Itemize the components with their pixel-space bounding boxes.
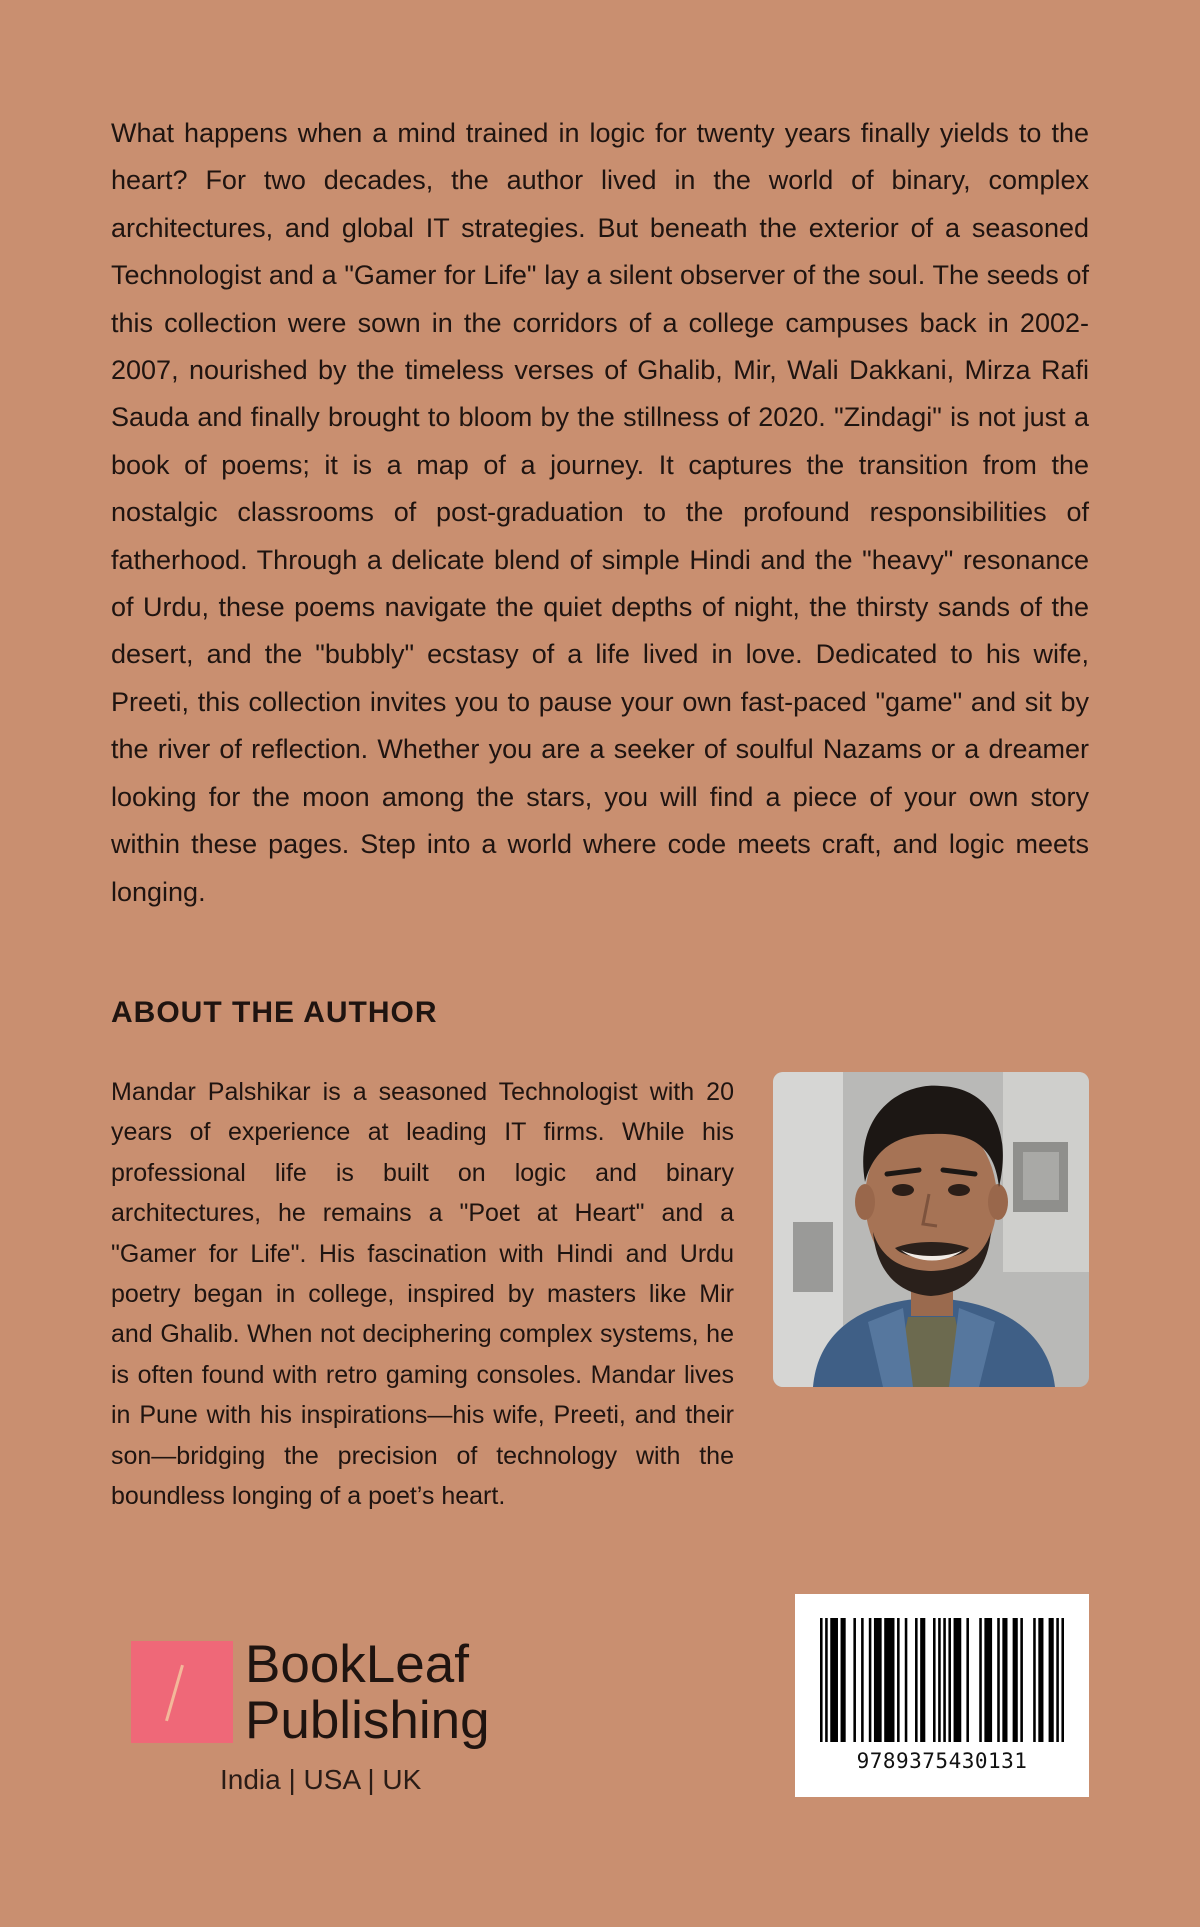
barcode-bar <box>1033 1618 1036 1742</box>
publisher-tagline: India | USA | UK <box>220 1764 422 1795</box>
barcode-bar <box>948 1618 951 1742</box>
barcode-bar <box>905 1618 908 1742</box>
barcode-bar <box>915 1618 918 1742</box>
about-author-heading: ABOUT THE AUTHOR <box>111 996 438 1029</box>
barcode-bar <box>1061 1618 1064 1742</box>
barcode-bar <box>1013 1618 1018 1742</box>
publisher-logo-mark <box>131 1641 233 1743</box>
barcode-bar <box>938 1618 941 1742</box>
barcode-bar <box>943 1618 946 1742</box>
barcode-bar <box>997 1618 1000 1742</box>
back-cover-blurb: What happens when a mind trained in logic for twenty years finally yields to the heart? For two decades, the author lived in the world of binary, complex architectures, and global IT strategies. But beneath the exterior of a seasoned Technologist and a "Gamer for Life" lay a silent observer of the soul. The seeds of this collection were sown in the corridors of a college campuses back in 2002-2007, nourished by the timeless verses of Ghalib, Mir, Wali Dakkani, Mirza Rafi Sauda and finally brought to bloom by the stillness of 2020. "Zindagi" is not just a book of poems; it is a map of a journey. It captures the transition from the nostalgic classrooms of post-graduation to the profound responsibilities of fatherhood. Through a delicate blend of simple Hindi and the "heavy" resonance of Urdu, these poems navigate the quiet depths of night, the thirsty sands of the desert, and the "bubbly" ecstasy of a life lived in love. Dedicated to his wife, Preeti, this collection invites you to pause your own fast-paced "game" and sit by the river of reflection. Whether you are a seeker of soulful Nazams or a dreamer looking for the moon among the stars, you will find a piece of your own story within these pages. Step into a world where code meets craft, and logic meets longing. <box>111 118 1089 907</box>
barcode-bar <box>861 1618 864 1742</box>
barcode-bar <box>897 1618 900 1742</box>
barcode-bar <box>884 1618 894 1742</box>
author-photo <box>773 1072 1089 1387</box>
barcode-bar <box>1020 1618 1023 1742</box>
barcode-bar <box>933 1618 936 1742</box>
barcode-bar <box>979 1618 982 1742</box>
publisher-name-line2: Publishing <box>245 1691 490 1750</box>
barcode-bar <box>853 1618 856 1742</box>
barcode-bar <box>1038 1618 1043 1742</box>
barcode-bar <box>830 1618 838 1742</box>
barcode-bar <box>920 1618 925 1742</box>
barcode-bar <box>1002 1618 1007 1742</box>
barcode-bar <box>1049 1618 1054 1742</box>
barcode-bar <box>984 1618 992 1742</box>
barcode-bar <box>966 1618 969 1742</box>
barcode-bar <box>820 1618 823 1742</box>
barcode-bar <box>869 1618 872 1742</box>
isbn-number: 9789375430131 <box>856 1749 1028 1773</box>
barcode-bar <box>841 1618 846 1742</box>
publisher-logo <box>130 1636 530 1796</box>
author-bio: Mandar Palshikar is a seasoned Technologist with 20 years of experience at leading IT firms. While his professional life is built on logic and binary architectures, he remains a "Poet at Heart" and a "Gamer for Life". His fascination with Hindi and Urdu poetry began in college, inspired by masters like Mir and Ghalib. When not deciphering complex systems, he is often found with retro gaming consoles. Mandar lives in Pune with his inspirations—his wife, Preeti, and their son—bridging the precision of technology with the boundless longing of a poet’s heart. <box>111 1078 734 1511</box>
barcode-bar <box>954 1618 962 1742</box>
barcode-bar <box>825 1618 828 1742</box>
publisher-name-line1: BookLeaf <box>245 1635 469 1694</box>
barcode-bar <box>874 1618 882 1742</box>
barcode-bars <box>820 1618 1064 1742</box>
barcode-bar <box>1056 1618 1059 1742</box>
isbn-barcode <box>795 1594 1089 1797</box>
